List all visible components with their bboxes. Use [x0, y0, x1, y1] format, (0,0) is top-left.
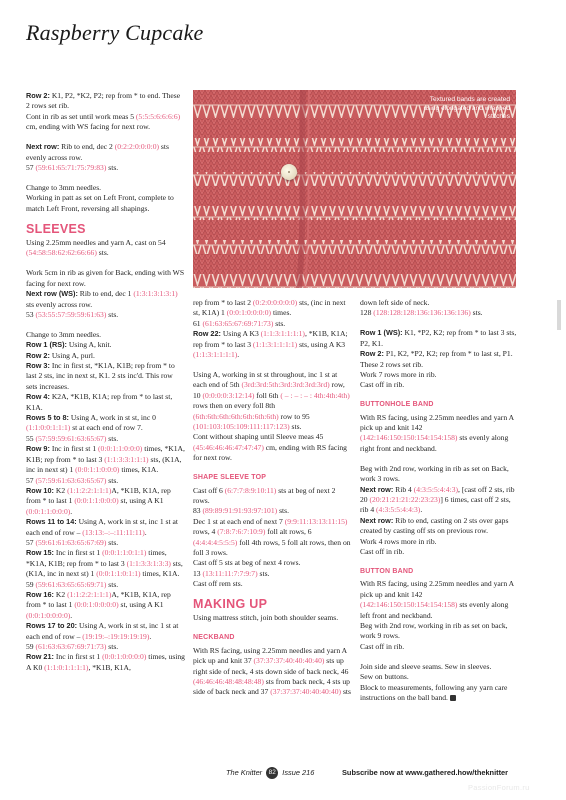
paragraph: Using mattress stitch, join both shoulder seams.: [193, 613, 339, 623]
issue-number: Issue 216: [282, 767, 315, 777]
knit-fabric-photo: [193, 90, 516, 288]
paragraph: With RS facing, using 2.25mm needles and yarn A pick up and knit 37 (37:37:37:40:40:40:40) sts up right side of neck, 4 sts down side of back neck, 46 (46:46:46:48:48:48:48) sts from back neck, 4 sts up side of back neck and 37 (37:37:37:40:40:40:40) sts: [193, 645, 351, 697]
paragraph: Row 1 (WS): K1, *P2, K2; rep from * to last 3 sts, P2, K1. Row 2: P1, K2, *P2, K2; rep from * to last st, P1. These 2 rows set rib. Work 7 rows more in rib. Cast off in rib.: [360, 328, 517, 390]
section-heading: BUTTON BAND: [360, 567, 414, 575]
section-heading: SLEEVES: [26, 221, 86, 236]
paragraph: down left side of neck. 128 (128:128:128:136:136:136:136) sts.: [360, 298, 483, 318]
page-title: Raspberry Cupcake: [26, 20, 204, 45]
watermark: PassionForum.ru: [468, 783, 530, 792]
paragraph: rep from * to last 2 (0:2:0:0:0:0:0) sts, (inc in next st, K1A) 1 (0:0:1:0:0:0:0) times. 61 (61:63:65:67:69:71:73) sts. Row 22: Using A K3 (1:1:3:1:1:1:1), *K1B, K1A; rep from * to last 3 (1:1:3:1:1:1:1) sts, using A K3 (1:1:3:1:1:1:1).: [193, 298, 348, 360]
page-footer: [0, 765, 566, 783]
paragraph: Row 2: K1, P2, *K2, P2; rep from * to end. These 2 rows set rib. Cont in rib as set until work meas 5 (5:5:5:6:6:6:6) cm, ending with WS facing for next row.: [26, 91, 181, 132]
section-heading: NECKBAND: [193, 634, 235, 642]
paragraph: Next row: Rib to end, dec 2 (0:2:2:0:0:0:0) sts evenly across row. 57 (59:61:65:71:75:79:83) sts.: [26, 142, 169, 172]
section-heading: SHAPE SLEEVE TOP: [193, 474, 267, 482]
paragraph: With RS facing, using 2.25mm needles and yarn A pick up and knit 142 (142:146:150:150:154:154:158) sts evenly along right front and neckband.: [360, 412, 514, 453]
page-number: 82: [266, 767, 278, 779]
paragraph: Cast off 6 (6:7:7:8:9:10:11) sts at beg of next 2 rows. 83 (89:89:91:91:93:97:101) sts. Dec 1 st at each end of next 7 (9:9:11:13:13:11:15) rows, 4 (7:8:7:6:7:10:9) foll alt rows, 6 (4:4:4:4:5:5:5) foll 4th rows, 5 foll alt rows, then on foll 3 rows. Cast off 5 sts at beg of next 4 rows. 13 (13:11:11:7:7:9:7) sts. Cast off rem sts.: [193, 485, 351, 589]
paragraph: With RS facing, using 2.25mm needles and yarn A pick up and knit 142 (142:146:150:150:154:154:158) sts evenly along left front and neckband. Beg with 2nd row, working in rib as set on back, work 9 rows. Cast off in rib.: [360, 579, 514, 651]
subscribe-link[interactable]: Subscribe now at www.gathered.how/theknitter: [342, 768, 509, 777]
text-column-1: [26, 91, 185, 683]
paragraph: Work 5cm in rib as given for Back, ending with WS facing for next row. Next row (WS): Rib to end, dec 1 (1:3:1:3:1:3:1) sts evenly across row. 53 (53:55:57:59:59:61:63) sts.: [26, 268, 185, 319]
section-heading: MAKING UP: [193, 597, 268, 612]
text-column-2: [193, 298, 353, 707]
button-closure: [281, 164, 297, 180]
text-column-3: [360, 298, 520, 713]
paragraph: Change to 3mm needles. Row 1 (RS): Using A, knit. Row 2: Using A, purl. Row 3: Inc in first st, *K1A, K1B; rep from * to last 2 sts, inc in next st, K1. 2 sts inc'd. This row sets increases. Row 4: K2A, *K1B, K1A; rep from * to last st, K1A. Rows 5 to 8: Using A, work in st st, inc 0 (1:1:0:0:1:1:1) st at each end of row 7. 55 (57:59:59:61:63:65:67) sts. Row 9: Inc in first st 1 (0:0:1:1:0:0:0) times, *K1A, K1B; rep from * to last 3 (1:1:3:3:1:1:1) sts, (K1A, inc in next st) 1 (0:0:1:1:0:0:0) times, K1A. 57 (57:59:61:63:63:65:67) sts. Row 10: K2 (1:1:2:2:1:1:1)A, *K1B, K1A, rep from * to last 1 (0:0:1:1:0:0:0) st, using A K1 (0:0:1:1:0:0:0). Rows 11 to 14: Using A, work in st st, inc 1 st at each end of row – (13:13:–:–:11:11:11). 57 (59:61:61:63:65:67:69) sts. Row 15: Inc in first st 1 (0:0:1:1:0:1:1) times, *K1A, K1B; rep from * to last 3 (1:1:3:3:1:3:3) sts, (K1A, inc in next st) 1 (0:0:1:1:0:1:1) times, K1A. 59 (59:61:63:65:65:69:71) sts. Row 16: K2 (1:1:2:2:1:1:1)A, *K1B, K1A, rep from * to last 1 (0:0:1:0:0:0:0) st, using A K1 (0:0:1:0:0:0:0). Rows 17 to 20: Using A, work in st st, inc 1 st at each end of row – (19:19:–:19:19:19:19). 59 (61:63:63:67:69:71:73) sts. Row 21: Inc in first st 1 (0:0:1:0:0:0:0) times, using A K0 (1:1:0:1:1:1:1), *K1B, K1A,: [26, 329, 185, 672]
paragraph: Using A, working in st st throughout, inc 1 st at each end of 5th (3rd:3rd:5th:3rd:3rd:3rd:3rd) row, 10 (0:0:0:0:3:12:14) foll 6th ( – : – : – : 4th:4th:4th) rows then on every foll 8th (6th:6th:6th:6th:6th:6th:6th) row to 95 (101:103:105:109:111:117:123) sts. Cont without shaping until Sleeve meas 45 (45:46:46:46:47:47:47) cm, ending with RS facing for next row.: [193, 369, 350, 463]
paragraph: Change to 3mm needles. Working in patt as set on Left Front, complete to match Left Front, reversing all shapings.: [26, 182, 174, 213]
photo-caption: Textured bands are created using elongated and wrapped stitches: [423, 96, 510, 121]
side-decoration: [557, 300, 561, 330]
paragraph: Using 2.25mm needles and yarn A, cast on 54 (54:58:58:62:62:66:66) sts.: [26, 237, 166, 258]
magazine-name: The Knitter: [226, 767, 263, 777]
footer-magazine-info: [226, 767, 314, 779]
paragraph: Beg with 2nd row, working in rib as set on Back, work 3 rows. Next row: Rib 4 (4:3:5:5:4:4:3), [cast off 2 sts, rib 20 (20:21:21:21:22:23:23)] 6 times, cast off 2 sts, rib 4 (4:3:5:5:4:4:3). Next row: Rib to end, casting on 2 sts over gaps created by casting off sts on previous row. Work 4 rows more in rib. Cast off in rib.: [360, 463, 515, 557]
section-heading: BUTTONHOLE BAND: [360, 401, 434, 409]
paragraph: Join side and sleeve seams. Sew in sleeves. Sew on buttons. Block to measurements, following any yarn care instructions on the ball band.: [360, 661, 508, 702]
